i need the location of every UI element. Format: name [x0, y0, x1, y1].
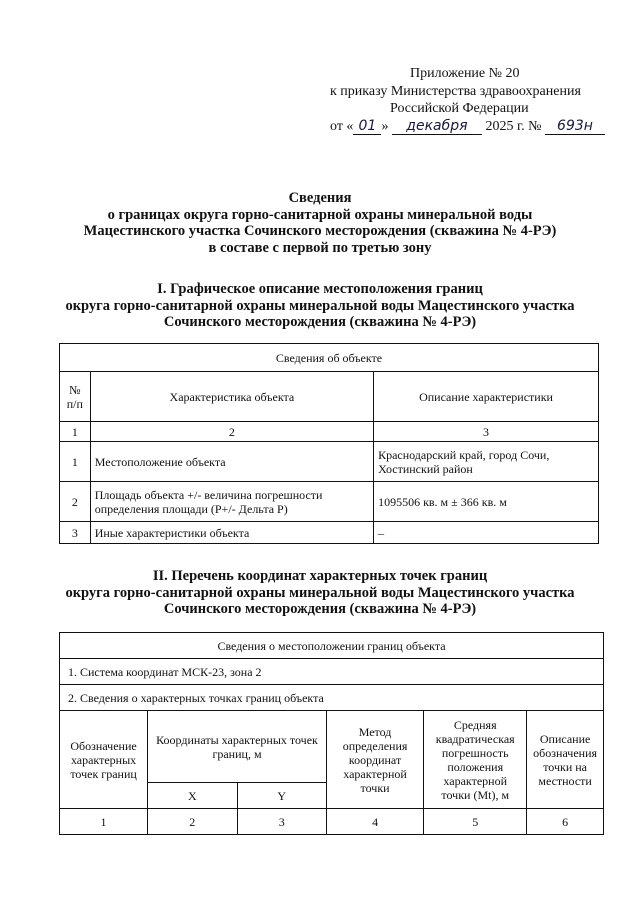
- index-cell: 1: [60, 809, 148, 835]
- title-line-1: Сведения: [288, 190, 352, 206]
- order-number: 693н: [545, 118, 605, 135]
- header-designation: Обозначение характерных точек границ: [60, 711, 148, 809]
- date-month: декабря: [392, 118, 482, 135]
- row-desc: –: [374, 522, 599, 544]
- header-accuracy: Средняя квадратическая погрешность положения характерной точки (Mt), м: [424, 711, 527, 809]
- appendix-date-line: [330, 118, 605, 135]
- appendix-country: Российской Федерации: [390, 101, 529, 116]
- table2-coord-system: 1. Система координат МСК-23, зона 2: [60, 659, 604, 685]
- table1-header-num: № п/п: [60, 372, 91, 422]
- row-num: 2: [60, 482, 91, 522]
- row-char: Иные характеристики объекта: [90, 522, 373, 544]
- section-2-line-3: Сочинского месторождения (скважина № 4-РЭ): [163, 601, 477, 617]
- appendix-order: к приказу Министерства здравоохранения: [330, 84, 581, 99]
- date-prefix: от «: [330, 119, 354, 134]
- date-day-close: »: [381, 119, 389, 134]
- table-row: [60, 809, 604, 835]
- section-1-line-1: I. Графическое описание местоположения границ: [157, 281, 483, 297]
- row-desc: 1095506 кв. м ± 366 кв. м: [374, 482, 599, 522]
- section-2-line-2: округа горно-санитарной охраны минеральной воды Мацестинского участка: [65, 584, 575, 601]
- table1-index-3: 3: [374, 422, 599, 442]
- date-year: 2025 г. №: [485, 119, 542, 134]
- index-cell: 4: [326, 809, 423, 835]
- table2-caption: Сведения о местоположении границ объекта: [60, 633, 604, 659]
- table-row: [60, 522, 599, 544]
- row-char: Местоположение объекта: [90, 442, 373, 482]
- title-line-4: в составе с первой по третью зону: [208, 239, 432, 256]
- table2-points-info: 2. Сведения о характерных точках границ объекта: [60, 685, 604, 711]
- appendix-header: [0, 0, 640, 150]
- row-num: 1: [60, 442, 91, 482]
- appendix-title: Приложение № 20: [410, 66, 520, 81]
- index-cell: 5: [424, 809, 527, 835]
- header-description: Описание обозначения точки на местности: [527, 711, 604, 809]
- table1-caption: Сведения об объекте: [60, 344, 599, 372]
- table1-header-desc: Описание характеристики: [374, 372, 599, 422]
- object-info-table: [59, 343, 599, 544]
- index-cell: 3: [237, 809, 326, 835]
- row-desc: Краснодарский край, город Сочи, Хостинский район: [374, 442, 599, 482]
- header-y: Y: [237, 783, 326, 809]
- section-1-line-2: округа горно-санитарной охраны минеральной воды Мацестинского участка: [65, 297, 575, 314]
- table1-index-2: 2: [90, 422, 373, 442]
- section-1-line-3: Сочинского месторождения (скважина № 4-РЭ): [163, 314, 477, 330]
- index-cell: 6: [527, 809, 604, 835]
- title-line-3: Мацестинского участка Сочинского месторождения (скважина № 4-РЭ): [83, 223, 557, 239]
- header-coords: Координаты характерных точек границ, м: [148, 711, 327, 783]
- coordinates-table: [59, 632, 604, 835]
- row-char: Площадь объекта +/- величина погрешности определения площади (Р+/- Дельта Р): [90, 482, 373, 522]
- section-2-line-1: II. Перечень координат характерных точек границ: [152, 568, 488, 584]
- table1-header-char: Характеристика объекта: [90, 372, 373, 422]
- index-cell: 2: [148, 809, 237, 835]
- header-method: Метод определения координат характерной точки: [326, 711, 423, 809]
- table-row: [60, 482, 599, 522]
- table1-index-1: 1: [60, 422, 91, 442]
- date-day: 01: [353, 118, 381, 135]
- table-row: [60, 442, 599, 482]
- row-num: 3: [60, 522, 91, 544]
- section-1-heading: [40, 281, 600, 331]
- section-2-heading: [40, 568, 600, 618]
- header-x: X: [148, 783, 237, 809]
- title-line-2: о границах округа горно-санитарной охраны минеральной воды: [107, 206, 533, 223]
- document-title: [40, 190, 600, 256]
